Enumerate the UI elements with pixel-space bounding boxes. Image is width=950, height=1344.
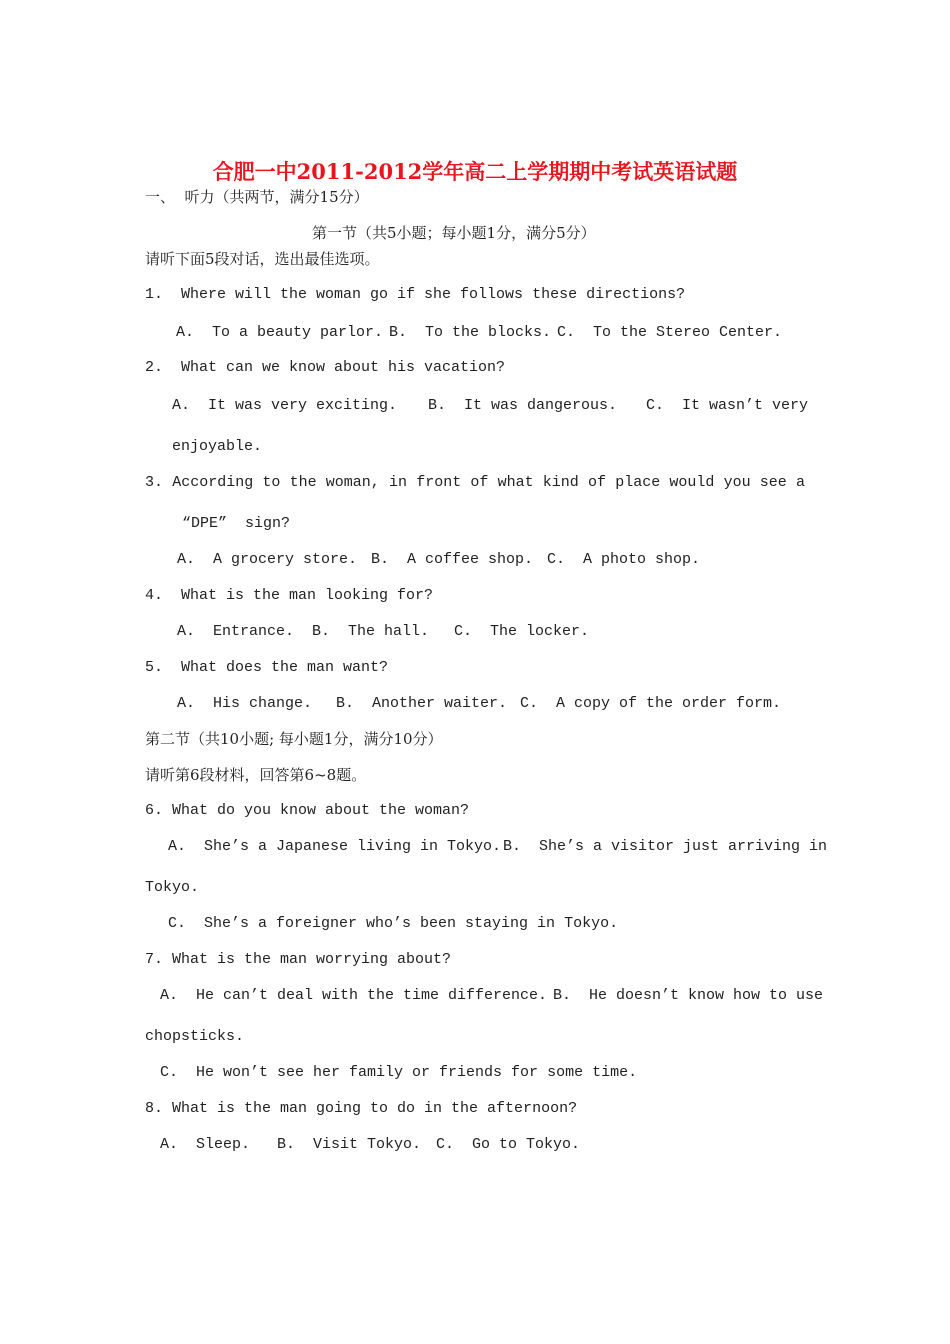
question-6-option-b: B. She’s a visitor just arriving in <box>503 838 828 855</box>
question-2-option-c: C. It wasn’t very <box>646 397 809 414</box>
question-4-stem: 4. What is the man looking for? <box>145 587 434 604</box>
question-4-option-b: B. The hall. <box>312 623 430 640</box>
question-3-stem: 3. According to the woman, in front of what kind of place would you see a <box>145 474 805 491</box>
question-3-option-a: A. A grocery store. <box>177 551 358 568</box>
question-5-stem: 5. What does the man want? <box>145 659 389 676</box>
question-7-option-a: A. He can’t deal with the time difference. <box>160 987 548 1004</box>
question-5-option-a: A. His change. <box>177 695 313 712</box>
question-1-option-c: C. To the Stereo Center. <box>557 324 783 341</box>
question-5-option-b: B. Another waiter. <box>336 695 508 712</box>
question-8-option-c: C. Go to Tokyo. <box>436 1136 581 1153</box>
question-2-option-a: A. It was very exciting. <box>172 397 398 414</box>
question-6-option-a: A. She’s a Japanese living in Tokyo. <box>168 838 502 855</box>
question-4-option-c: C. The locker. <box>454 623 590 640</box>
part1-heading: 一、 听力（共两节，满分15分） <box>145 188 369 206</box>
question-1-stem: 1. Where will the woman go if she follows these directions? <box>145 286 686 303</box>
question-6-option-c: C. She’s a foreigner who’s been staying in Tokyo. <box>168 915 619 932</box>
question-5-option-c: C. A copy of the order form. <box>520 695 782 712</box>
question-2-stem: 2. What can we know about his vacation? <box>145 359 506 376</box>
question-7-option-b-continued: chopsticks. <box>145 1028 245 1045</box>
question-3-stem-continued: “DPE” sign? <box>182 515 291 532</box>
question-8-option-b: B. Visit Tokyo. <box>277 1136 422 1153</box>
question-1-option-b: B. To the blocks. <box>389 324 552 341</box>
question-7-stem: 7. What is the man worrying about? <box>145 951 452 968</box>
question-6-option-b-continued: Tokyo. <box>145 879 200 896</box>
question-2-option-c-continued: enjoyable. <box>172 438 263 455</box>
question-1-option-a: A. To a beauty parlor. <box>176 324 384 341</box>
section1-heading: 第一节（共5小题；每小题1分，满分5分） <box>312 224 596 242</box>
question-8-stem: 8. What is the man going to do in the afternoon? <box>145 1100 578 1117</box>
question-4-option-a: A. Entrance. <box>177 623 295 640</box>
question-6-stem: 6. What do you know about the woman? <box>145 802 470 819</box>
question-3-option-c: C. A photo shop. <box>547 551 701 568</box>
section2-instruction: 请听第6段材料，回答第6~8题。 <box>145 766 367 784</box>
section2-heading: 第二节（共10小题; 每小题1分，满分10分） <box>145 730 443 748</box>
question-3-option-b: B. A coffee shop. <box>371 551 534 568</box>
page-title: 合肥一中2011-2012学年高二上学期期中考试英语试题 <box>212 159 738 184</box>
question-2-option-b: B. It was dangerous. <box>428 397 618 414</box>
question-8-option-a: A. Sleep. <box>160 1136 251 1153</box>
question-7-option-b: B. He doesn’t know how to use <box>553 987 824 1004</box>
question-7-option-c: C. He won’t see her family or friends for some time. <box>160 1064 638 1081</box>
section1-instruction: 请听下面5段对话，选出最佳选项。 <box>145 250 380 268</box>
